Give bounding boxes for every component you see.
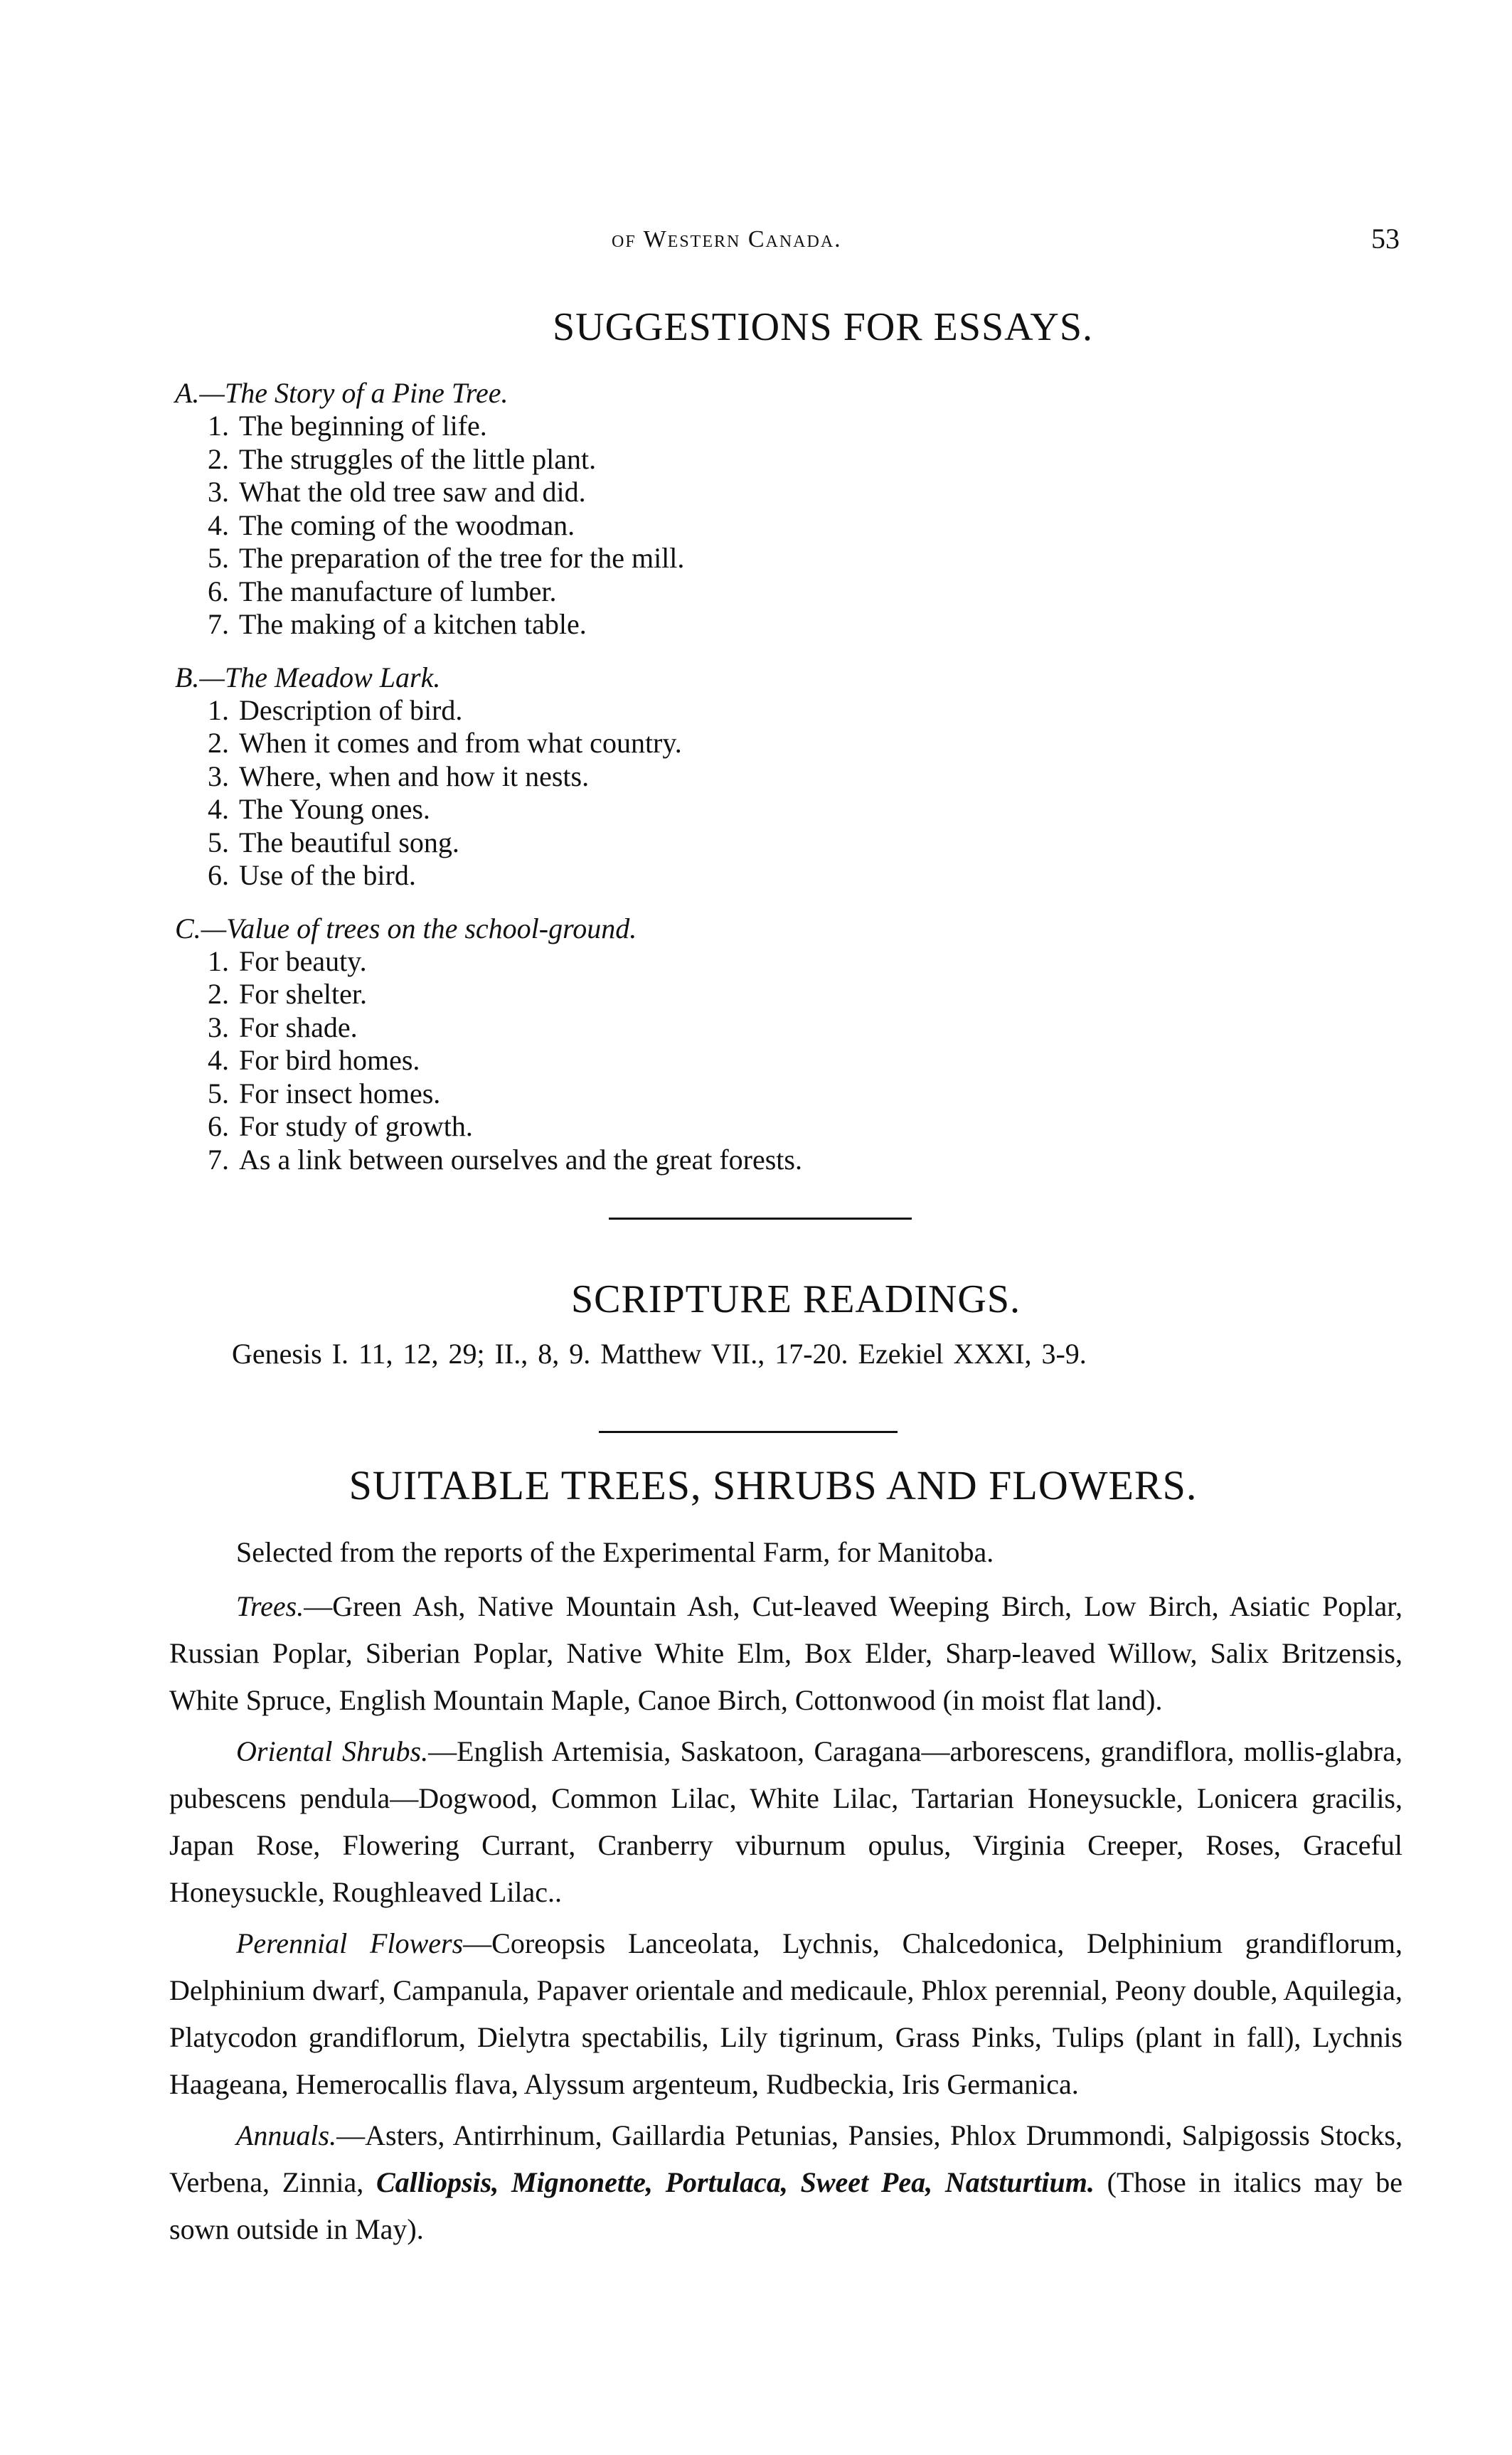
item-number: 3.	[208, 1011, 229, 1043]
item-number: 3.	[208, 476, 229, 508]
item-text: The struggles of the little plant.	[239, 442, 597, 475]
item-text: For bird homes.	[239, 1044, 420, 1076]
list-item	[175, 575, 802, 609]
item-text: For insect homes.	[239, 1077, 441, 1109]
annuals-lead: Annuals.	[236, 2119, 337, 2151]
list-item	[175, 476, 802, 509]
item-number: 2.	[208, 727, 229, 759]
page-number: 53	[1371, 223, 1400, 255]
annuals-italic-list: Calliopsis, Mignonette, Portulaca, Sweet Pea, Natsturtium.	[376, 2166, 1095, 2198]
item-number: 6.	[208, 1110, 229, 1142]
scripture-references: Genesis I. 11, 12, 29; II., 8, 9. Matthew VII., 17-20. Ezekiel XXXI, 3-9.	[232, 1338, 1087, 1370]
item-text: Description of bird.	[239, 693, 463, 726]
item-text: For beauty.	[239, 944, 367, 977]
item-number: 3.	[208, 760, 229, 792]
item-text: The Young ones.	[239, 793, 430, 825]
list-item	[175, 1077, 802, 1111]
item-text: For study of growth.	[239, 1110, 473, 1142]
section-divider	[609, 1218, 912, 1220]
list-item	[175, 608, 802, 641]
list-item	[175, 760, 802, 794]
item-text: The preparation of the tree for the mill.	[239, 542, 685, 574]
item-text: What the old tree saw and did.	[239, 476, 586, 508]
annuals-paragraph	[169, 2112, 1402, 2253]
item-number: 6.	[208, 859, 229, 891]
list-item	[175, 826, 802, 860]
list-item	[175, 945, 802, 979]
perennial-text: —Coreopsis Lanceolata, Lychnis, Chalcedonica, Delphinium grandiflorum, Delphinium dwarf, Campanula, Papaver orientale and medicaule, Phlox perennial, Peony double, Aquilegia, Platycodon grandiflorum, Dielytra spectabilis, Lily tigrinum, Grass Pinks, Tulips (plant in fall), Lychnis Haageana, Hemerocallis flava, Alyssum argenteum, Rudbeckia, Iris Germanica.	[169, 1927, 1402, 2100]
list-item	[175, 1044, 802, 1077]
item-text: For shade.	[239, 1011, 358, 1043]
item-text: The beginning of life.	[239, 410, 487, 442]
item-number: 4.	[208, 508, 229, 541]
perennial-lead: Perennial Flowers	[236, 1927, 464, 1959]
item-number: 1.	[208, 410, 229, 442]
item-number: 6.	[208, 575, 229, 607]
list-item	[175, 859, 802, 893]
item-text: Where, when and how it nests.	[239, 760, 590, 792]
item-text: The coming of the woodman.	[239, 508, 575, 541]
list-item	[175, 509, 802, 543]
shrubs-lead: Oriental Shrubs.	[236, 1735, 429, 1767]
essays-heading: SUGGESTIONS FOR ESSAYS.	[552, 305, 1094, 349]
shrubs-text: —English Artemisia, Saskatoon, Caragana—arborescens, grandiflora, mollis-glabra, pubescens pendula—Dogwood, Common Lilac, White Lilac, Tartarian Honeysuckle, Lonicera gracilis, Japan Rose, Flowering Currant, Cranberry viburnum opulus, Virginia Creeper, Roses, Graceful Honeysuckle, Roughleaved Lilac..	[169, 1735, 1402, 1908]
list-item	[175, 542, 802, 575]
trees-paragraph	[169, 1583, 1402, 1724]
item-text: When it comes and from what country.	[239, 727, 682, 759]
essay-group	[175, 661, 802, 893]
trees-intro: Selected from the reports of the Experimental Farm, for Manitoba.	[236, 1536, 994, 1568]
item-text: As a link between ourselves and the great forests.	[239, 1143, 802, 1176]
list-item	[175, 1011, 802, 1045]
list-item	[175, 978, 802, 1011]
item-number: 2.	[208, 442, 229, 475]
essay-items	[175, 694, 802, 893]
item-number: 5.	[208, 826, 229, 858]
essay-group	[175, 912, 802, 1177]
essay-group-title: C.—Value of trees on the school-ground.	[175, 912, 637, 944]
perennial-paragraph	[169, 1920, 1402, 2108]
trees-heading: SUITABLE TREES, SHRUBS AND FLOWERS.	[348, 1462, 1198, 1508]
essay-items	[175, 410, 802, 641]
item-number: 4.	[208, 1044, 229, 1076]
essay-group	[175, 377, 802, 641]
item-text: For shelter.	[239, 978, 367, 1010]
item-number: 4.	[208, 793, 229, 825]
running-head: of Western Canada.	[612, 226, 842, 252]
trees-section	[169, 1529, 1402, 2253]
item-text: The manufacture of lumber.	[239, 575, 557, 607]
list-item	[175, 727, 802, 760]
item-number: 7.	[208, 1143, 229, 1176]
item-number: 5.	[208, 1077, 229, 1109]
essay-items	[175, 945, 802, 1177]
annuals-text: —Asters, Antirrhinum, Gaillardia Petunias, Pansies, Phlox Drummondi, Salpigossis Stocks, Verbena, Zinnia,	[169, 2119, 1402, 2198]
essay-group-title: B.—The Meadow Lark.	[175, 661, 441, 693]
item-text: The beautiful song.	[239, 826, 459, 858]
scripture-heading: SCRIPTURE READINGS.	[571, 1277, 1021, 1321]
essays-list	[175, 377, 802, 1196]
item-text: Use of the bird.	[239, 859, 416, 891]
essay-group-title: A.—The Story of a Pine Tree.	[175, 377, 509, 409]
shrubs-paragraph	[169, 1728, 1402, 1916]
list-item	[175, 694, 802, 728]
list-item	[175, 793, 802, 826]
trees-text: —Green Ash, Native Mountain Ash, Cut-leaved Weeping Birch, Low Birch, Asiatic Poplar, Russian Poplar, Siberian Poplar, Native White Elm, Box Elder, Sharp-leaved Willow, Salix Britzensis, White Spruce, English Mountain Maple, Canoe Birch, Cottonwood (in moist flat land).	[169, 1590, 1402, 1716]
item-number: 7.	[208, 608, 229, 640]
list-item	[175, 443, 802, 476]
item-number: 1.	[208, 944, 229, 977]
item-number: 2.	[208, 978, 229, 1010]
list-item	[175, 1144, 802, 1177]
section-divider	[599, 1431, 898, 1433]
trees-lead: Trees.	[236, 1590, 304, 1622]
list-item	[175, 410, 802, 443]
item-text: The making of a kitchen table.	[239, 608, 587, 640]
list-item	[175, 1110, 802, 1144]
annuals-note: (Those in italics may be sown outside in May).	[169, 2166, 1403, 2245]
item-number: 1.	[208, 693, 229, 726]
item-number: 5.	[208, 542, 229, 574]
